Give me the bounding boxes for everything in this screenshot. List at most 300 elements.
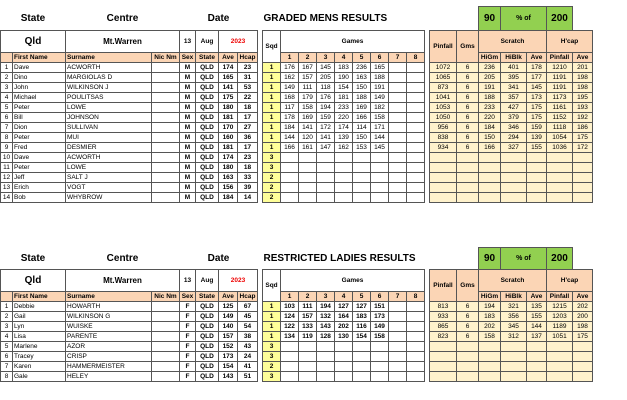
first-name-cell: Dino bbox=[13, 73, 66, 83]
scratch-ave-cell bbox=[527, 163, 547, 173]
hcap-pinfall-cell bbox=[547, 352, 573, 362]
game-score-cell bbox=[371, 193, 389, 203]
state-cell: QLD bbox=[196, 332, 219, 342]
gms-cell: 6 bbox=[457, 302, 479, 312]
game-score-cell bbox=[407, 93, 425, 103]
game-score-cell: 158 bbox=[371, 332, 389, 342]
higm-cell bbox=[479, 352, 501, 362]
ave-cell: 163 bbox=[219, 173, 238, 183]
state-cell: QLD bbox=[196, 352, 219, 362]
game-score-cell bbox=[317, 173, 335, 183]
row-number: 8 bbox=[1, 133, 13, 143]
hiblk-cell: 395 bbox=[501, 73, 527, 83]
surname-cell: WILKINSON J bbox=[66, 83, 152, 93]
game-score-cell: 171 bbox=[371, 123, 389, 133]
gms-cell: 6 bbox=[457, 322, 479, 332]
hcap-ave-cell: 202 bbox=[573, 302, 593, 312]
game-score-cell: 183 bbox=[335, 63, 353, 73]
higm-cell: 191 bbox=[479, 83, 501, 93]
state-cell: QLD bbox=[196, 163, 219, 173]
game-score-cell: 176 bbox=[317, 93, 335, 103]
game-score-cell: 233 bbox=[335, 103, 353, 113]
sqd-cell: 2 bbox=[263, 183, 281, 193]
game-num: 4 bbox=[335, 53, 353, 63]
table-row bbox=[1, 153, 593, 163]
hcap-ave-cell: 175 bbox=[573, 133, 593, 143]
game-score-cell bbox=[317, 372, 335, 382]
game-score-cell bbox=[353, 193, 371, 203]
higm-header: HiGm bbox=[479, 53, 501, 63]
game-num: 7 bbox=[389, 292, 407, 302]
game-score-cell: 154 bbox=[335, 83, 353, 93]
game-score-cell: 179 bbox=[299, 93, 317, 103]
hiblk-cell: 327 bbox=[501, 143, 527, 153]
scratch-ave-cell bbox=[527, 153, 547, 163]
nic-nm-cell bbox=[152, 163, 180, 173]
hcap-cell: 27 bbox=[238, 123, 258, 133]
state-cell: QLD bbox=[196, 372, 219, 382]
hcap-ave-cell: 193 bbox=[573, 103, 593, 113]
game-score-cell bbox=[389, 73, 407, 83]
game-score-cell: 153 bbox=[353, 143, 371, 153]
hcap-ave-header: Ave bbox=[573, 292, 593, 302]
centre-value: Mt.Warren bbox=[66, 270, 180, 292]
game-score-cell bbox=[389, 183, 407, 193]
game-score-cell: 158 bbox=[299, 103, 317, 113]
pinfall-cell: 813 bbox=[430, 302, 457, 312]
ave-cell: 152 bbox=[219, 342, 238, 352]
game-score-cell: 168 bbox=[281, 93, 299, 103]
pinfall-cell bbox=[430, 163, 457, 173]
ave-cell: 143 bbox=[219, 372, 238, 382]
surname-cell: SALT J bbox=[66, 173, 152, 183]
table-row bbox=[1, 362, 593, 372]
state-cell: QLD bbox=[196, 93, 219, 103]
first-name-cell: Gail bbox=[13, 312, 66, 322]
table-row bbox=[1, 372, 593, 382]
scratch-ave-cell: 159 bbox=[527, 123, 547, 133]
ave-cell: 173 bbox=[219, 352, 238, 362]
game-score-cell bbox=[281, 183, 299, 193]
scratch-ave-cell: 135 bbox=[527, 302, 547, 312]
game-score-cell bbox=[353, 163, 371, 173]
game-score-cell bbox=[335, 372, 353, 382]
higm-cell: 183 bbox=[479, 312, 501, 322]
hcap-header: Hcap bbox=[238, 292, 258, 302]
hcap-pinfall-cell: 1036 bbox=[547, 143, 573, 153]
game-score-cell bbox=[389, 143, 407, 153]
hcap-pinfall-cell bbox=[547, 173, 573, 183]
sqd-cell: 1 bbox=[263, 302, 281, 312]
nic-nm-cell bbox=[152, 352, 180, 362]
game-score-cell bbox=[407, 123, 425, 133]
game-score-cell: 144 bbox=[371, 133, 389, 143]
nic-nm-cell bbox=[152, 302, 180, 312]
pinfall-cell bbox=[430, 153, 457, 163]
sex-cell: F bbox=[180, 312, 196, 322]
game-num: 2 bbox=[299, 53, 317, 63]
nic-nm-cell bbox=[152, 83, 180, 93]
pinfall-cell bbox=[430, 342, 457, 352]
game-score-cell: 190 bbox=[335, 73, 353, 83]
table-row bbox=[1, 123, 593, 133]
game-num: 5 bbox=[353, 292, 371, 302]
game-score-cell: 205 bbox=[317, 73, 335, 83]
hcap-cell: 18 bbox=[238, 163, 258, 173]
state-cell: QLD bbox=[196, 173, 219, 183]
game-score-cell: 157 bbox=[299, 73, 317, 83]
table-row bbox=[1, 93, 593, 103]
sex-cell: M bbox=[180, 183, 196, 193]
centre-label: Centre bbox=[106, 12, 139, 24]
hcap-group-header: H'cap bbox=[547, 31, 593, 53]
hcap-pinfall-cell: 1203 bbox=[547, 312, 573, 322]
hcap-cell: 45 bbox=[238, 312, 258, 322]
hcap-pinfall-cell: 1189 bbox=[547, 322, 573, 332]
sex-cell: F bbox=[180, 302, 196, 312]
state-cell: QLD bbox=[196, 302, 219, 312]
game-score-cell bbox=[389, 193, 407, 203]
sex-cell: M bbox=[180, 173, 196, 183]
higm-cell bbox=[479, 153, 501, 163]
gms-cell bbox=[457, 153, 479, 163]
sex-header: Sex bbox=[180, 53, 196, 63]
hcap-pinfall-cell: 1152 bbox=[547, 113, 573, 123]
higm-cell bbox=[479, 193, 501, 203]
nic-nm-header: Nic Nm bbox=[152, 53, 180, 63]
scratch-ave-cell: 175 bbox=[527, 103, 547, 113]
game-score-cell: 119 bbox=[299, 332, 317, 342]
game-score-cell: 194 bbox=[317, 103, 335, 113]
game-score-cell bbox=[281, 352, 299, 362]
game-score-cell: 118 bbox=[317, 83, 335, 93]
sqd-cell: 1 bbox=[263, 123, 281, 133]
sex-cell: F bbox=[180, 342, 196, 352]
ave-cell: 160 bbox=[219, 133, 238, 143]
game-score-cell: 144 bbox=[281, 133, 299, 143]
row-number: 4 bbox=[1, 332, 13, 342]
gms-cell bbox=[457, 342, 479, 352]
state-value: Qld bbox=[1, 31, 66, 53]
hcap-ave-cell bbox=[573, 342, 593, 352]
hcap-cell: 22 bbox=[238, 93, 258, 103]
game-score-cell: 133 bbox=[299, 322, 317, 332]
hcap-cell: 17 bbox=[238, 143, 258, 153]
state-col-header: State bbox=[196, 53, 219, 63]
game-score-cell bbox=[407, 173, 425, 183]
scratch-ave-cell: 177 bbox=[527, 73, 547, 83]
game-score-cell bbox=[353, 352, 371, 362]
hcap-pinfall-cell bbox=[547, 362, 573, 372]
date-label: Date bbox=[207, 252, 230, 264]
game-score-cell: 194 bbox=[317, 302, 335, 312]
row-number: 5 bbox=[1, 342, 13, 352]
scratch-ave-cell bbox=[527, 173, 547, 183]
hcap-ave-cell bbox=[573, 193, 593, 203]
mens-results-table bbox=[0, 6, 593, 203]
hcap-ave-cell: 198 bbox=[573, 322, 593, 332]
nic-nm-cell bbox=[152, 113, 180, 123]
hcap-ave-cell bbox=[573, 163, 593, 173]
table-row bbox=[1, 143, 593, 153]
game-score-cell: 150 bbox=[353, 133, 371, 143]
gms-cell: 6 bbox=[457, 312, 479, 322]
hcap-pinfall-cell: 1215 bbox=[547, 302, 573, 312]
game-score-cell bbox=[371, 342, 389, 352]
game-score-cell bbox=[353, 372, 371, 382]
pct-of-label: % of bbox=[501, 7, 547, 31]
game-score-cell: 151 bbox=[371, 302, 389, 312]
game-num: 5 bbox=[353, 53, 371, 63]
game-score-cell bbox=[299, 163, 317, 173]
state-cell: QLD bbox=[196, 123, 219, 133]
game-score-cell bbox=[299, 372, 317, 382]
mens-rows bbox=[1, 63, 593, 203]
hcap-cell: 33 bbox=[238, 173, 258, 183]
pinfall-header: Pinfall bbox=[430, 31, 457, 63]
hcap-pinfall-cell: 1118 bbox=[547, 123, 573, 133]
game-score-cell: 169 bbox=[353, 103, 371, 113]
surname-cell: HAMMERMEISTER bbox=[66, 362, 152, 372]
gms-cell: 6 bbox=[457, 123, 479, 133]
game-score-cell bbox=[299, 183, 317, 193]
sqd-cell: 3 bbox=[263, 372, 281, 382]
pinfall-cell: 823 bbox=[430, 332, 457, 342]
sex-cell: F bbox=[180, 372, 196, 382]
first-name-cell: Bob bbox=[13, 193, 66, 203]
state-cell: QLD bbox=[196, 103, 219, 113]
hcap-ave-cell: 198 bbox=[573, 73, 593, 83]
games-header: Games bbox=[281, 31, 425, 53]
state-cell: QLD bbox=[196, 143, 219, 153]
game-score-cell bbox=[299, 153, 317, 163]
ave-cell: 157 bbox=[219, 332, 238, 342]
nic-nm-cell bbox=[152, 143, 180, 153]
first-name-cell: Bill bbox=[13, 113, 66, 123]
sex-cell: M bbox=[180, 133, 196, 143]
nic-nm-cell bbox=[152, 63, 180, 73]
first-name-cell: Karen bbox=[13, 362, 66, 372]
hcap-cell: 51 bbox=[238, 372, 258, 382]
hcap-ave-cell bbox=[573, 352, 593, 362]
row-number: 2 bbox=[1, 312, 13, 322]
game-score-cell bbox=[299, 342, 317, 352]
nic-nm-cell bbox=[152, 362, 180, 372]
date-year: 2023 bbox=[219, 31, 258, 53]
game-score-cell: 176 bbox=[281, 63, 299, 73]
date-day: 13 bbox=[180, 270, 196, 292]
scratch-ave-cell: 175 bbox=[527, 113, 547, 123]
state-cell: QLD bbox=[196, 193, 219, 203]
game-score-cell bbox=[407, 352, 425, 362]
hcap-pinfall-cell bbox=[547, 342, 573, 352]
game-score-cell bbox=[299, 352, 317, 362]
hiblk-cell: 321 bbox=[501, 302, 527, 312]
game-score-cell bbox=[371, 372, 389, 382]
surname-cell: AZOR bbox=[66, 342, 152, 352]
sex-cell: F bbox=[180, 362, 196, 372]
hiblk-header: HiBlk bbox=[501, 53, 527, 63]
ladies-rows bbox=[1, 302, 593, 382]
hiblk-cell: 312 bbox=[501, 332, 527, 342]
game-score-cell: 139 bbox=[335, 133, 353, 143]
gms-cell bbox=[457, 372, 479, 382]
nic-nm-cell bbox=[152, 332, 180, 342]
pct-of-value: 200 bbox=[547, 248, 573, 270]
higm-cell: 188 bbox=[479, 93, 501, 103]
hcap-cell: 31 bbox=[238, 73, 258, 83]
pinfall-cell bbox=[430, 362, 457, 372]
game-score-cell bbox=[281, 153, 299, 163]
surname-cell: JOHNSON bbox=[66, 113, 152, 123]
nic-nm-cell bbox=[152, 153, 180, 163]
higm-cell: 158 bbox=[479, 332, 501, 342]
table-row bbox=[1, 322, 593, 332]
game-score-cell bbox=[407, 342, 425, 352]
game-score-cell: 117 bbox=[281, 103, 299, 113]
sex-cell: M bbox=[180, 163, 196, 173]
gms-cell: 6 bbox=[457, 133, 479, 143]
game-score-cell bbox=[389, 312, 407, 322]
date-month: Aug bbox=[196, 270, 219, 292]
row-number: 9 bbox=[1, 143, 13, 153]
hiblk-cell bbox=[501, 342, 527, 352]
hiblk-cell bbox=[501, 163, 527, 173]
sqd-cell: 1 bbox=[263, 133, 281, 143]
game-score-cell bbox=[389, 362, 407, 372]
game-score-cell: 172 bbox=[317, 123, 335, 133]
game-score-cell bbox=[407, 83, 425, 93]
game-score-cell: 184 bbox=[281, 123, 299, 133]
surname-cell: LOWE bbox=[66, 103, 152, 113]
game-score-cell: 145 bbox=[371, 143, 389, 153]
surname-cell: ACWORTH bbox=[66, 63, 152, 73]
higm-header: HiGm bbox=[479, 292, 501, 302]
game-score-cell bbox=[389, 123, 407, 133]
sex-cell: M bbox=[180, 123, 196, 133]
surname-cell: WUISKE bbox=[66, 322, 152, 332]
hcap-ave-cell bbox=[573, 372, 593, 382]
game-num: 4 bbox=[335, 292, 353, 302]
ave-cell: 154 bbox=[219, 362, 238, 372]
gms-cell: 6 bbox=[457, 83, 479, 93]
row-number: 3 bbox=[1, 322, 13, 332]
sqd-cell: 2 bbox=[263, 173, 281, 183]
gms-cell: 6 bbox=[457, 93, 479, 103]
game-score-cell: 120 bbox=[299, 133, 317, 143]
scratch-ave-cell bbox=[527, 352, 547, 362]
state-cell: QLD bbox=[196, 113, 219, 123]
surname-cell: HOWARTH bbox=[66, 302, 152, 312]
sex-cell: M bbox=[180, 193, 196, 203]
first-name-cell: Dave bbox=[13, 63, 66, 73]
hcap-ave-cell: 172 bbox=[573, 143, 593, 153]
hiblk-header: HiBlk bbox=[501, 292, 527, 302]
date-month: Aug bbox=[196, 31, 219, 53]
first-name-cell: John bbox=[13, 83, 66, 93]
game-score-cell bbox=[389, 153, 407, 163]
game-score-cell bbox=[407, 143, 425, 153]
game-score-cell: 149 bbox=[371, 322, 389, 332]
game-score-cell: 182 bbox=[371, 103, 389, 113]
game-score-cell bbox=[407, 193, 425, 203]
surname-cell: ACWORTH bbox=[66, 153, 152, 163]
nic-nm-cell bbox=[152, 312, 180, 322]
scratch-ave-cell bbox=[527, 183, 547, 193]
game-score-cell: 127 bbox=[353, 302, 371, 312]
nic-nm-cell bbox=[152, 173, 180, 183]
sqd-cell: 1 bbox=[263, 332, 281, 342]
game-score-cell bbox=[281, 362, 299, 372]
row-number: 3 bbox=[1, 83, 13, 93]
surname-cell: LOWE bbox=[66, 163, 152, 173]
higm-cell bbox=[479, 163, 501, 173]
row-number: 8 bbox=[1, 372, 13, 382]
game-score-cell bbox=[407, 312, 425, 322]
scratch-header: Scratch bbox=[479, 270, 547, 292]
scratch-ave-cell: 178 bbox=[527, 63, 547, 73]
nic-nm-cell bbox=[152, 183, 180, 193]
game-score-cell bbox=[389, 352, 407, 362]
game-score-cell: 130 bbox=[335, 332, 353, 342]
scratch-ave-header: Ave bbox=[527, 53, 547, 63]
row-number: 13 bbox=[1, 183, 13, 193]
table-row bbox=[1, 113, 593, 123]
gms-cell: 6 bbox=[457, 63, 479, 73]
game-score-cell bbox=[389, 113, 407, 123]
hcap-pinfall-header: Pinfall bbox=[547, 53, 573, 63]
game-num: 3 bbox=[317, 53, 335, 63]
hcap-cell: 24 bbox=[238, 352, 258, 362]
game-score-cell bbox=[407, 372, 425, 382]
gms-cell bbox=[457, 173, 479, 183]
ave-cell: 156 bbox=[219, 183, 238, 193]
sex-cell: M bbox=[180, 143, 196, 153]
hcap-cell: 54 bbox=[238, 322, 258, 332]
scratch-ave-cell: 144 bbox=[527, 322, 547, 332]
sqd-cell: 1 bbox=[263, 93, 281, 103]
hcap-ave-cell bbox=[573, 362, 593, 372]
sqd-cell: 1 bbox=[263, 83, 281, 93]
gms-cell: 6 bbox=[457, 113, 479, 123]
surname-cell: POULITSAS bbox=[66, 93, 152, 103]
game-score-cell: 159 bbox=[317, 113, 335, 123]
hcap-header: Hcap bbox=[238, 53, 258, 63]
date-year: 2023 bbox=[219, 270, 258, 292]
surname-cell: MARGIOLAS D bbox=[66, 73, 152, 83]
game-score-cell: 162 bbox=[281, 73, 299, 83]
higm-cell: 184 bbox=[479, 123, 501, 133]
ave-cell: 181 bbox=[219, 113, 238, 123]
hcap-pinfall-cell: 1210 bbox=[547, 63, 573, 73]
hiblk-cell bbox=[501, 352, 527, 362]
table-row bbox=[1, 332, 593, 342]
game-score-cell bbox=[389, 173, 407, 183]
gms-cell bbox=[457, 362, 479, 372]
sqd-cell: 1 bbox=[263, 63, 281, 73]
game-num: 1 bbox=[281, 292, 299, 302]
higm-cell: 194 bbox=[479, 302, 501, 312]
sex-cell: F bbox=[180, 352, 196, 362]
hiblk-cell: 427 bbox=[501, 103, 527, 113]
sqd-cell: 3 bbox=[263, 163, 281, 173]
first-name-cell: Marlene bbox=[13, 342, 66, 352]
ave-header: Ave bbox=[219, 53, 238, 63]
date-day: 13 bbox=[180, 31, 196, 53]
hiblk-cell: 379 bbox=[501, 113, 527, 123]
pct-value: 90 bbox=[479, 7, 501, 31]
higm-cell bbox=[479, 372, 501, 382]
